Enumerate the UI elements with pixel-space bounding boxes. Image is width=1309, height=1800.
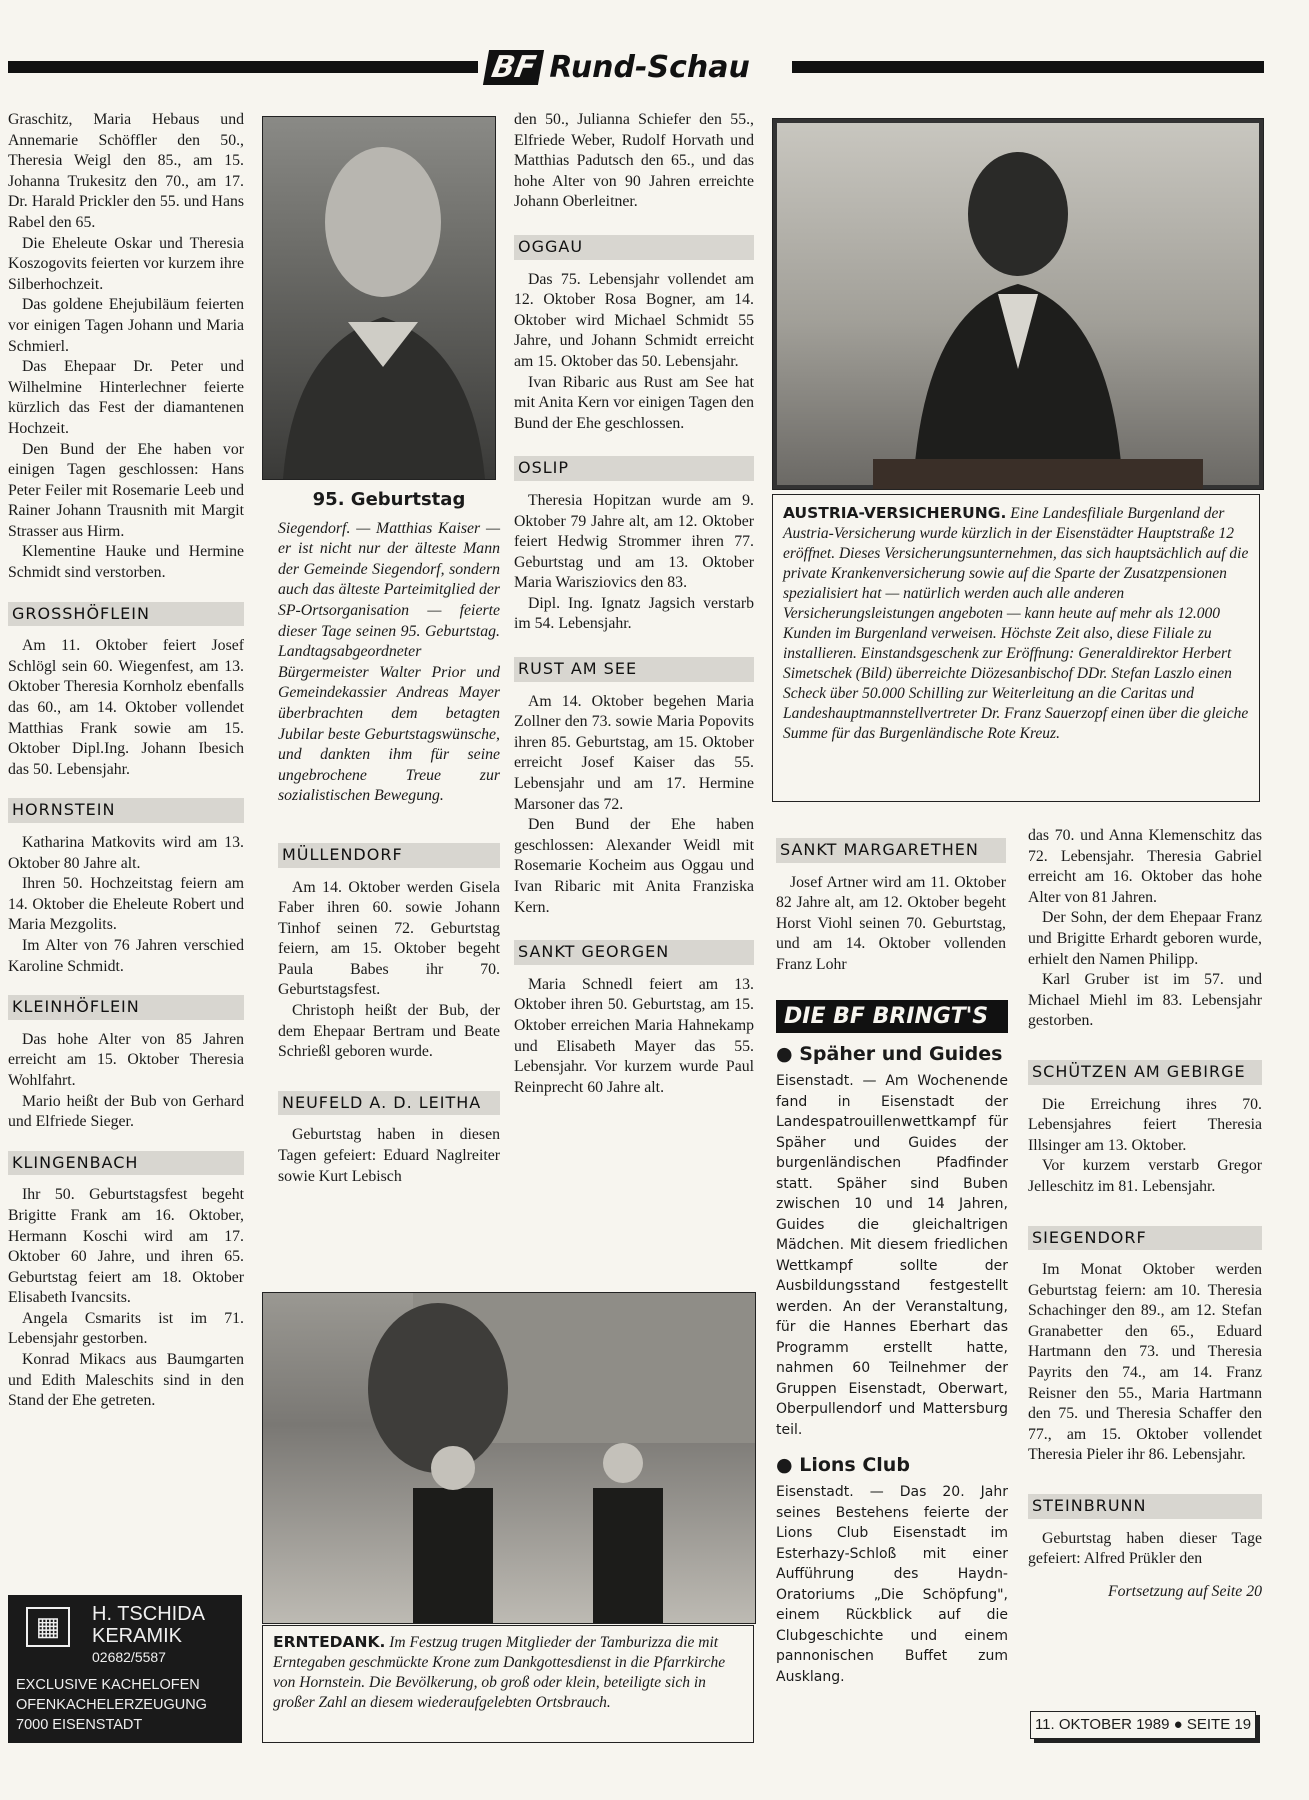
bullet-icon: ● — [776, 1043, 793, 1065]
paragraph: Maria Schnedl feiert am 13. Oktober ihren 50. Geburtstag, am 15. Oktober erreichen Maria Hahnekamp und Elisabeth Mayer das 55. Lebensjahr. Vor kurzem wurde Paul Reinprecht 60 Jahre alt. — [514, 975, 754, 1096]
paragraph: Das 75. Lebensjahr vollendet am 12. Oktober Rosa Bogner, am 14. Oktober wird Michael Schmidt 55 Jahre, und Johann Schmidt erreicht am 15. Oktober das 50. Lebensjahr. — [514, 270, 754, 370]
logo-bf: BF — [483, 50, 545, 85]
paragraph: Im Alter von 76 Jahren verschied Karoline Schmidt. — [8, 936, 244, 975]
paragraph: den 50., Julianna Schiefer den 55., Elfriede Weber, Rudolf Horvath und Matthias Padutsch den 65., und das hohe Alter von 90 Jahren erreichte Johann Oberleitner. — [514, 111, 754, 211]
paragraph: Das goldene Ehejubiläum feierten vor einigen Tagen Johann und Maria Schmierl. — [8, 296, 244, 355]
paragraph: Dipl. Ing. Ignatz Jagsich verstarb im 54. Lebensjahr. — [514, 594, 754, 633]
paragraph: das 70. und Anna Klemenschitz das 72. Lebensjahr. Theresia Gabriel erreicht am 16. Oktober das hohe Alter von 81 Jahren. — [1028, 827, 1262, 906]
advertisement-tschida — [8, 1595, 242, 1743]
austria-caption — [772, 494, 1260, 802]
section-logo — [486, 50, 776, 86]
item-text: Eisenstadt. — Das 20. Jahr seines Bestehens feierte der Lions Club Eisenstadt im Esterhazy-Schloß mit einer Aufführung des Haydn-Oratoriums „Die Schöpfung", einem Rückblick auf die Clubgeschichte und einem pannonischen Buffet zum Ausklang. — [776, 1484, 1008, 1685]
paragraph: Geburtstag haben dieser Tage gefeiert: Alfred Prükler den — [1028, 1529, 1262, 1568]
bf-bringts-box — [776, 1000, 1008, 1687]
erntedank-illustration — [263, 1293, 755, 1623]
item-heading — [776, 1454, 1008, 1476]
paragraph: Den Bund der Ehe haben vor einigen Tagen geschlossen: Hans Peter Feiler mit Rosemarie Leeb und Rainer Johann Trausnith mit Margit Strasser aus Hirm. — [8, 440, 244, 540]
erntedank-caption — [262, 1625, 754, 1743]
section-heading: KLEINHÖFLEIN — [8, 995, 244, 1020]
birthday-title: 95. Geburtstag — [312, 489, 466, 510]
sankt-margarethen-block — [776, 838, 1006, 976]
paragraph: Karl Gruber ist im 57. und Michael Miehl im 83. Lebensjahr gestorben. — [1028, 971, 1262, 1030]
ad-line-2: OFENKACHELERZEUGUNG — [16, 1697, 207, 1713]
paragraph: Ihr 50. Geburtstagsfest begeht Brigitte Frank am 16. Oktober, Hermann Koschi wird am 17. Oktober 60 Jahre, und ihren 65. Geburtstag feiert am 18. Oktober Elisabeth Ivancsits. — [8, 1186, 244, 1307]
paragraph: Klementine Hauke und Hermine Schmidt sind verstorben. — [8, 543, 244, 582]
paragraph: Josef Artner wird am 11. Oktober 82 Jahre alt, am 12. Oktober begeht Horst Viohl seinen 70. Geburtstag, und am 14. Oktober vollenden Franz Lohr — [776, 873, 1006, 973]
paragraph: Die Eheleute Oskar und Theresia Koszogovits feierten vor kurzem ihre Silberhochzeit. — [8, 234, 244, 293]
section-heading: SANKT MARGARETHEN — [776, 838, 1006, 863]
column-5 — [1028, 826, 1262, 1602]
ad-line-1: EXCLUSIVE KACHELOFEN — [16, 1677, 200, 1693]
austria-photo — [772, 118, 1264, 490]
page-footer: 11. OKTOBER 1989 ● SEITE 19 — [1030, 1711, 1256, 1739]
item-title: Lions Club — [799, 1454, 910, 1476]
ad-line-3: 7000 EISENSTADT — [16, 1717, 143, 1733]
paragraph: Im Monat Oktober werden Geburtstag feiern: am 10. Theresia Schachinger den 89., am 12. Stefan Granabetter den 65., Eduard Hartmann den 73. und Theresia Payrits den 74., am 14. Franz Reisner den 55., Maria Hartmann den 75. und Theresia Schaffer den 77., am 15. Oktober vollendet Theresia Pieler ihr 86. Lebensjahr. — [1028, 1261, 1262, 1464]
column-3 — [514, 110, 754, 1098]
column-1 — [8, 110, 244, 1412]
paragraph: Am 14. Oktober begehen Maria Zollner den 73. sowie Maria Popovits ihren 85. Geburtstag, am 15. Oktober erreicht Josef Kaiser das 55. Lebensjahr und am 17. Hermine Marsoner das 72. — [514, 692, 754, 813]
caption-lead: AUSTRIA-VERSICHERUNG. — [783, 504, 1007, 522]
paragraph: Am 11. Oktober feiert Josef Schlögl sein 60. Wiegenfest, am 13. Oktober Theresia Kornholz ebenfalls das 60., am 14. Oktober vollendet Matthias Frank sowie am 15. Oktober Dipl.Ing. Johann Ibesich das 50. Lebensjahr. — [8, 637, 244, 778]
paragraph: Den Bund der Ehe haben geschlossen: Alexander Weidl mit Rosemarie Kocheim aus Oggau und Ivan Ribaric mit Anita Franziska Kern. — [514, 816, 754, 916]
continued-note: Fortsetzung auf Seite 20 — [1107, 1582, 1262, 1600]
section-heading: OSLIP — [514, 456, 754, 481]
item-heading — [776, 1043, 1008, 1065]
bullet-icon: ● — [776, 1454, 793, 1476]
section-heading: STEINBRUNN — [1028, 1494, 1262, 1519]
ad-name-1: H. TSCHIDA — [92, 1603, 205, 1625]
paragraph: Theresia Hopitzan wurde am 9. Oktober 79 Jahre alt, am 12. Oktober feiert Hedwig Strommer ihren 77. Geburtstag und am 13. Oktober Maria Warisziovics den 83. — [514, 491, 754, 592]
ad-phone: 02682/5587 — [92, 1649, 166, 1665]
paragraph: Am 14. Oktober werden Gisela Faber ihren 60. sowie Johann Tinhof seinen 72. Geburtstag feiern, am 15. Oktober begeht Paula Babes ihr 70. Geburtstagsfest. — [278, 878, 500, 999]
logo-text: Rund-Schau — [549, 50, 750, 85]
paragraph: Christoph heißt der Bub, der dem Ehepaar Bertram und Beate Schrießl geboren wurde. — [278, 1002, 500, 1061]
paragraph: Der Sohn, der dem Ehepaar Franz und Brigitte Erhardt geboren wurde, erhielt den Namen Philipp. — [1028, 909, 1262, 968]
section-heading: SANKT GEORGEN — [514, 940, 754, 965]
paragraph: Mario heißt der Bub von Gerhard und Elfriede Sieger. — [8, 1092, 244, 1131]
paragraph: Ivan Ribaric aus Rust am See hat mit Anita Kern vor einigen Tagen den Bund der Ehe geschlossen. — [514, 373, 754, 432]
section-heading: SCHÜTZEN AM GEBIRGE — [1028, 1060, 1262, 1085]
header-rule-left — [8, 61, 478, 73]
paragraph: Das hohe Alter von 85 Jahren erreicht am 15. Oktober Theresia Wohlfahrt. — [8, 1030, 244, 1089]
paragraph: Geburtstag haben in diesen Tagen gefeiert: Eduard Naglreiter sowie Kurt Lebisch — [278, 1126, 500, 1185]
section-heading: RUST AM SEE — [514, 657, 754, 682]
paragraph: Vor kurzem verstarb Gregor Jelleschitz im 81. Lebensjahr. — [1028, 1157, 1262, 1195]
austria-illustration — [773, 119, 1263, 489]
section-heading: KLINGENBACH — [8, 1151, 244, 1176]
caption-lead: ERNTEDANK. — [273, 1633, 386, 1651]
column-2 — [278, 490, 500, 1187]
ad-name-2: KERAMIK — [92, 1625, 183, 1647]
ad-logo-icon: ▦ — [26, 1607, 70, 1647]
bf-bringts-title: DIE BF BRINGT'S — [776, 1000, 1008, 1033]
paragraph: Ihren 50. Hochzeitstag feiern am 14. Oktober die Eheleute Robert und Maria Mezgolits. — [8, 875, 244, 934]
section-heading: OGGAU — [514, 235, 754, 260]
paragraph: Konrad Mikacs aus Baumgarten und Edith Maleschits sind in den Stand der Ehe getreten. — [8, 1351, 244, 1410]
section-heading: HORNSTEIN — [8, 798, 244, 823]
item-title: Späher und Guides — [799, 1043, 1003, 1065]
paragraph: Katharina Matkovits wird am 13. Oktober 80 Jahre alt. — [8, 834, 244, 872]
portrait-photo — [262, 116, 496, 480]
section-heading: NEUFELD A. D. LEITHA — [278, 1091, 500, 1116]
paragraph: Angela Csmarits ist im 71. Lebensjahr gestorben. — [8, 1309, 244, 1348]
caption-text: Eine Landesfiliale Burgenland der Austria-Versicherung wurde kürzlich in der Eisenstädter Hauptstraße 12 eröffnet. Dieses Versicherungsunternehmen, das sich hauptsächlich auf die private Krankenversicherung sowie auf die Sparte der Zusatzpensionen spezialisiert hat — natürlich werden auch alle anderen Versicherungsleistungen angeboten — kann heute auf mehr als 12.000 Kunden im Burgenland verweisen. Höchste Zeit also, diese Filiale zu installieren. Einstandsgeschenk zur Eröffnung: Generaldirektor Herbert Simetschek (Bild) überreichte Diözesanbischof DDr. Stefan Laszlo einen Scheck über 50.000 Schilling zur Weiterleitung an die Caritas und Landeshauptmannstellvertreter Dr. Franz Sauerzopf einen über die gleiche Summe für das Burgenländische Rote Kreuz. — [783, 505, 1249, 742]
erntedank-photo — [262, 1292, 756, 1624]
birthday-text: Siegendorf. — Matthias Kaiser — er ist nicht nur der älteste Mann der Gemeinde Siegendorf, sondern auch das älteste Parteimitglied der SP-Ortsorganisation — feierte dieser Tage seinen 95. Geburtstag. Landtagsabgeordneter Bürgermeister Walter Prior und Gemeindekassier Andreas Mayer überbrachten dem betagten Jubilar beste Geburtstagswünsche, und dankten ihm für seine ungebrochene Treue zur sozialistischen Bewegung. — [278, 519, 500, 805]
section-heading: SIEGENDORF — [1028, 1226, 1262, 1251]
paragraph: Die Erreichung ihres 70. Lebensjahres feiert Theresia Illsinger am 13. Oktober. — [1028, 1095, 1262, 1154]
section-heading: MÜLLENDORF — [278, 843, 500, 868]
item-text: Eisenstadt. — Am Wochenende fand in Eisenstadt der Landespatrouillenwettkampf für Späher und Guides der burgenländischen Pfadfinder statt. Späher sind Buben zwischen 10 und 14 Jahren, Guides die gleichaltrigen Mädchen. Mit diesem friedlichen Wettkampf sollte der Ausbildungsstand festgestellt werden. An der Veranstaltung, für die Hannes Eberhart das Programm erstellt hatte, nahmen 60 Teilnehmer der Gruppen Eisenstadt, Oberwart, Oberpullendorf und Mattersburg teil. — [776, 1073, 1008, 1438]
paragraph: Graschitz, Maria Hebaus und Annemarie Schöffler den 50., Theresia Weigl den 85., am 15. Johanna Trukesitz den 70., am 17. Dr. Harald Prickler den 55. und Hans Rabel den 65. — [8, 111, 244, 231]
portrait-illustration — [263, 117, 495, 479]
caption-text: Im Festzug trugen Mitglieder der Tamburizza die mit Erntegaben geschmückte Krone zum Dankgottesdienst in die Pfarrkirche von Hornstein. Die Bevölkerung, ob groß oder klein, beteiligte sich in großer Zahl an diesem wiederaufgelebten Ortsbrauch. — [273, 1634, 726, 1711]
header-rule-right — [792, 61, 1264, 73]
section-heading: GROSSHÖFLEIN — [8, 602, 244, 627]
paragraph: Das Ehepaar Dr. Peter und Wilhelmine Hinterlechner feierte kürzlich das Fest der diamantenen Hochzeit. — [8, 358, 244, 437]
